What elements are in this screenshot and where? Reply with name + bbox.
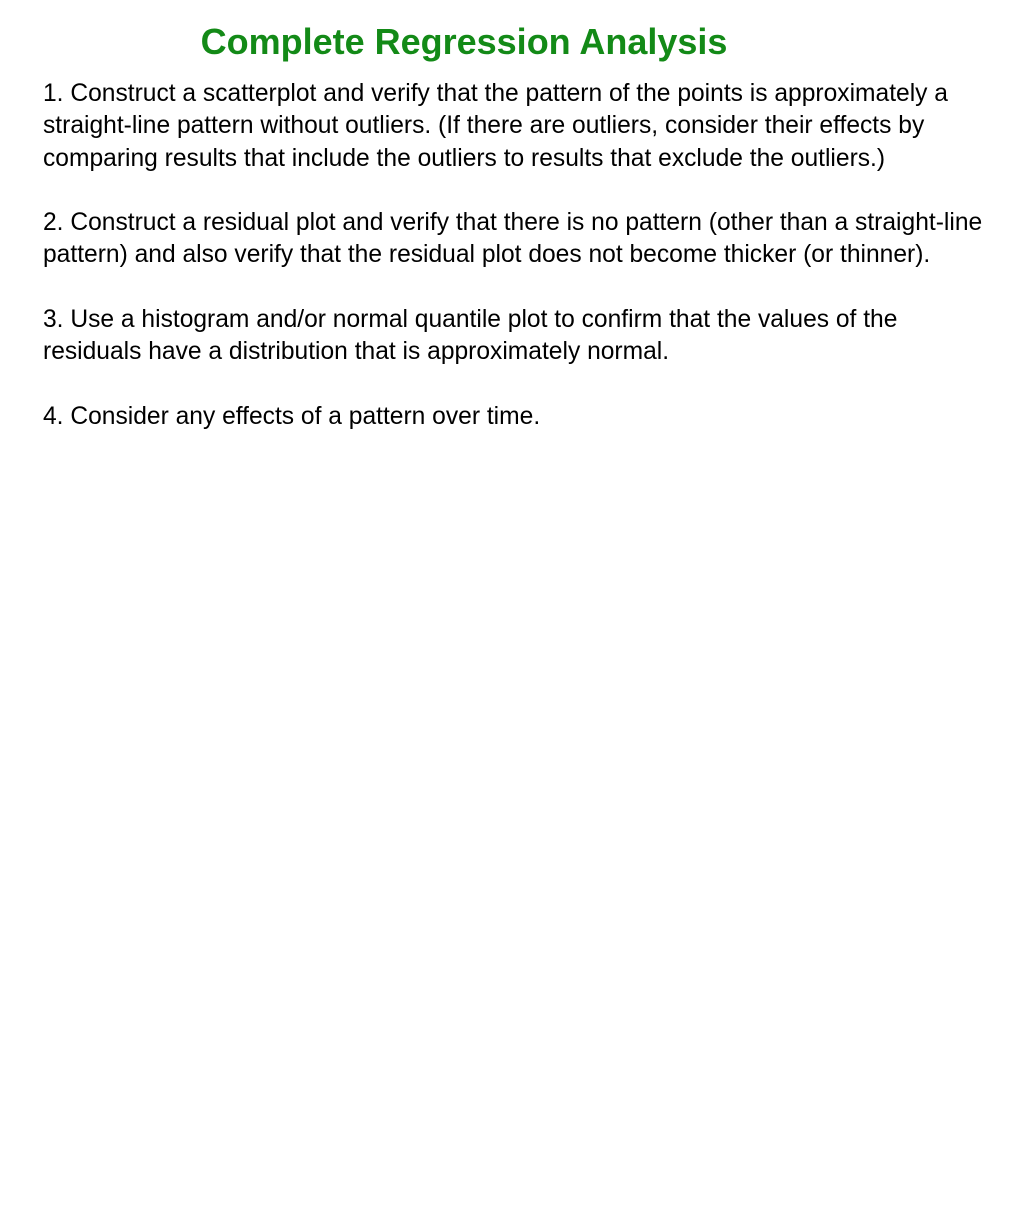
step-4: 4. Consider any effects of a pattern over time.: [43, 402, 541, 430]
step-1: 1. Construct a scatterplot and verify that the pattern of the points is approximately a straight-line pattern without outliers. (If there are outliers, consider their effects by comparing results that include the outliers to results that exclude the outliers.): [43, 80, 948, 172]
step-3: 3. Use a histogram and/or normal quantile plot to confirm that the values of the residuals have a distribution that is approximately normal.: [43, 306, 898, 366]
slide-title: Complete Regression Analysis: [200, 21, 728, 62]
step-2: 2. Construct a residual plot and verify that there is no pattern (other than a straight-line pattern) and also verify that the residual plot does not become thicker (or thinner).: [43, 209, 983, 269]
steps-list: [43, 78, 983, 466]
